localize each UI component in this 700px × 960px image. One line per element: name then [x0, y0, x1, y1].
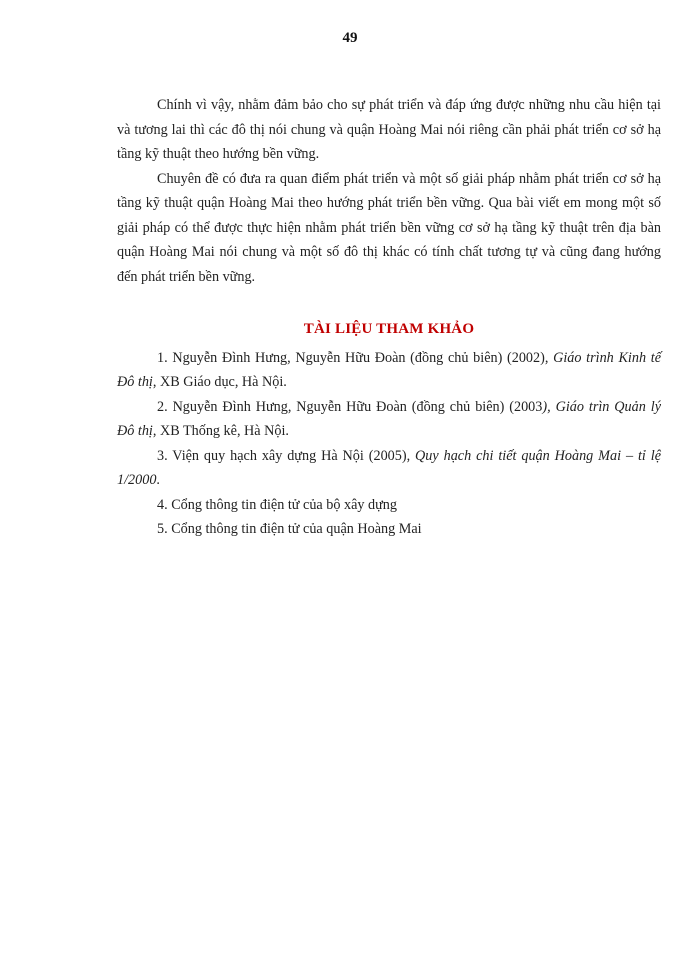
reference-item-5: 5. Cổng thông tin điện tử của quận Hoàng Mai: [157, 521, 422, 537]
page-number: 49: [342, 30, 358, 46]
reference-item-4: 4. Cổng thông tin điện tử của bộ xây dựng: [157, 496, 397, 513]
reference-item-1: 1. Nguyễn Đình Hưng, Nguyễn Hữu Đoàn (đồng chủ biên) (2002), Giáo trình Kinh tế Đô thị, XB Giáo dục, Hà Nội.: [117, 349, 661, 390]
document-body: [117, 93, 661, 542]
body-paragraph-1: Chính vì vậy, nhằm đảm bảo cho sự phát triển và đáp ứng được những nhu cầu hiện tại và tương lai thì các đô thị nói chung và quận Hoàng Mai nói riêng cần phải phát triển cơ sở hạ tầng kỹ thuật theo hướng bền vững.: [117, 97, 661, 162]
reference-item-2: 2. Nguyễn Đình Hưng, Nguyễn Hữu Đoàn (đồng chủ biên) (2003), Giáo trìn Quản lý Đô thị, XB Thống kê, Hà Nội.: [117, 398, 661, 439]
reference-item-3: 3. Viện quy hạch xây dựng Hà Nội (2005), Quy hạch chi tiết quận Hoàng Mai – tỉ lệ 1/2000.: [117, 447, 661, 488]
references-heading: TÀI LIỆU THAM KHẢO: [303, 321, 475, 337]
body-paragraph-2: Chuyên đề có đưa ra quan điểm phát triển và một số giải pháp nhằm phát triển cơ sở hạ tầng kỹ thuật quận Hoàng Mai theo hướng phát triển bền vững. Qua bài viết em mong một số giải pháp có thể được thực hiện nhằm phát triển bền vững cơ sở hạ tầng kỹ thuật trên địa bàn quận Hoàng Mai nói chung và một số đô thị khác có tính chất tương tự và cũng đang hướng đến phát triển bền vững.: [117, 170, 661, 285]
